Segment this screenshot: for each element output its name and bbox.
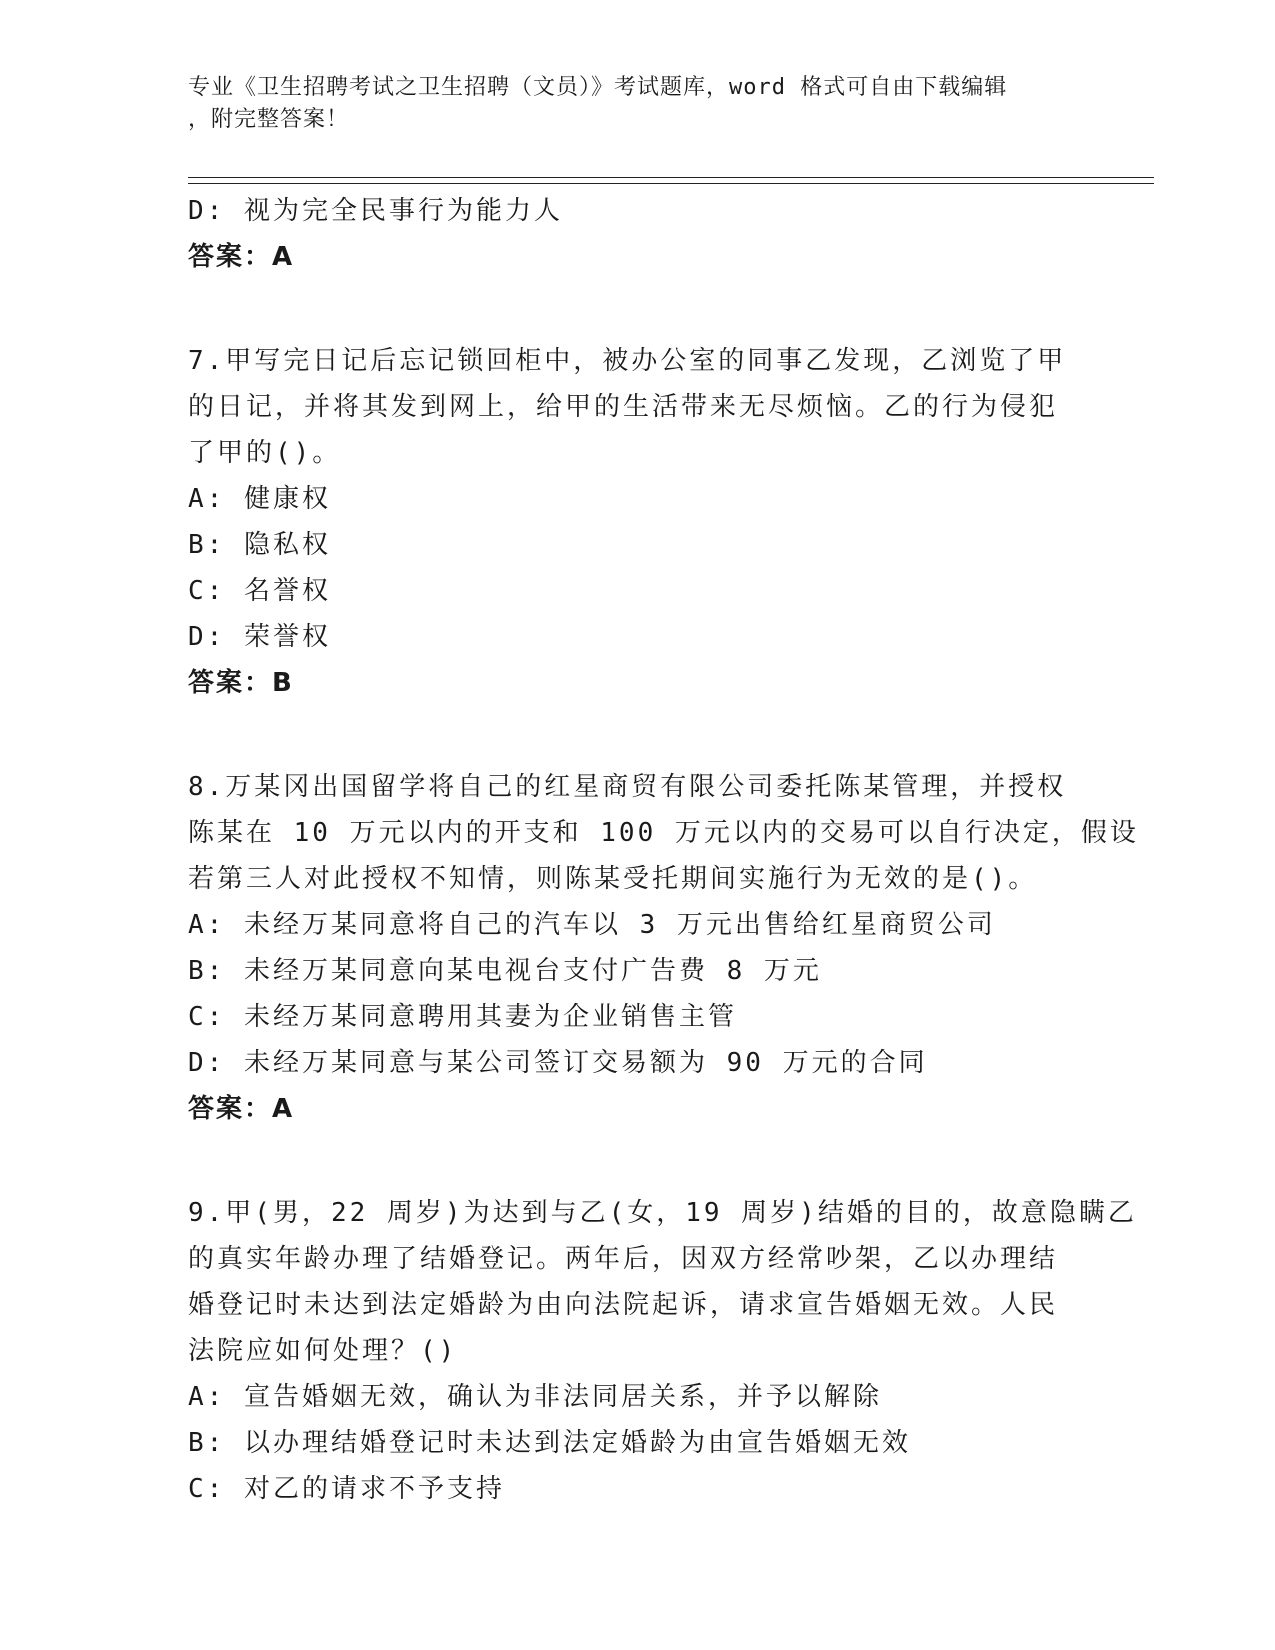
question-stem-line: 法院应如何处理？() [188, 1336, 458, 1366]
answer: 答案：A [188, 1094, 295, 1124]
option-c: C: 名誉权 [188, 576, 331, 606]
answer: 答案：B [188, 668, 294, 698]
option-a: A: 未经万某同意将自己的汽车以 3 万元出售给红星商贸公司 [188, 910, 996, 940]
question-stem-line: 了甲的()。 [188, 438, 342, 468]
question-list [188, 188, 1139, 1512]
header-line-1: 专业《卫生招聘考试之卫生招聘（文员）》考试题库，word 格式可自由下载编辑 [188, 75, 1008, 100]
question-stem-line: 陈某在 10 万元以内的开支和 100 万元以内的交易可以自行决定，假设 [188, 818, 1139, 848]
answer: 答案：A [188, 242, 295, 272]
option-b: B: 未经万某同意向某电视台支付广告费 8 万元 [188, 956, 822, 986]
option-a: A: 宣告婚姻无效，确认为非法同居关系，并予以解除 [188, 1382, 882, 1412]
question-stem-line: 的真实年龄办理了结婚登记。两年后，因双方经常吵架，乙以办理结 [188, 1244, 1059, 1274]
question-8 [188, 764, 1139, 1132]
question-stem-line: 婚登记时未达到法定婚龄为由向法院起诉，请求宣告婚姻无效。人民 [188, 1290, 1059, 1320]
option-c: C: 对乙的请求不予支持 [188, 1474, 505, 1504]
option-c: C: 未经万某同意聘用其妻为企业销售主管 [188, 1002, 737, 1032]
question-stem-line: 若第三人对此授权不知情，则陈某受托期间实施行为无效的是()。 [188, 864, 1038, 894]
question-stem-line: 8.万某冈出国留学将自己的红星商贸有限公司委托陈某管理，并授权 [188, 772, 1067, 802]
question-stem-line: 的日记，并将其发到网上，给甲的生活带来无尽烦恼。乙的行为侵犯 [188, 392, 1059, 422]
option-b: B: 隐私权 [188, 530, 331, 560]
option-d: D: 荣誉权 [188, 622, 331, 652]
question-7 [188, 338, 1088, 706]
option-b: B: 以办理结婚登记时未达到法定婚龄为由宣告婚姻无效 [188, 1428, 911, 1458]
option-d: D: 视为完全民事行为能力人 [188, 196, 563, 226]
header-divider-top [188, 177, 1154, 178]
header-line-2: ，附完整答案！ [188, 107, 350, 132]
document-header [188, 72, 1078, 136]
option-a: A: 健康权 [188, 484, 331, 514]
header-divider-bottom [188, 183, 1154, 184]
question-6-tail [188, 188, 1088, 280]
question-stem-line: 9.甲(男，22 周岁)为达到与乙(女，19 周岁)结婚的目的，故意隐瞒乙 [188, 1198, 1137, 1228]
option-d: D: 未经万某同意与某公司签订交易额为 90 万元的合同 [188, 1048, 928, 1078]
question-9 [188, 1190, 1137, 1512]
question-stem-line: 7.甲写完日记后忘记锁回柜中，被办公室的同事乙发现，乙浏览了甲 [188, 346, 1067, 376]
